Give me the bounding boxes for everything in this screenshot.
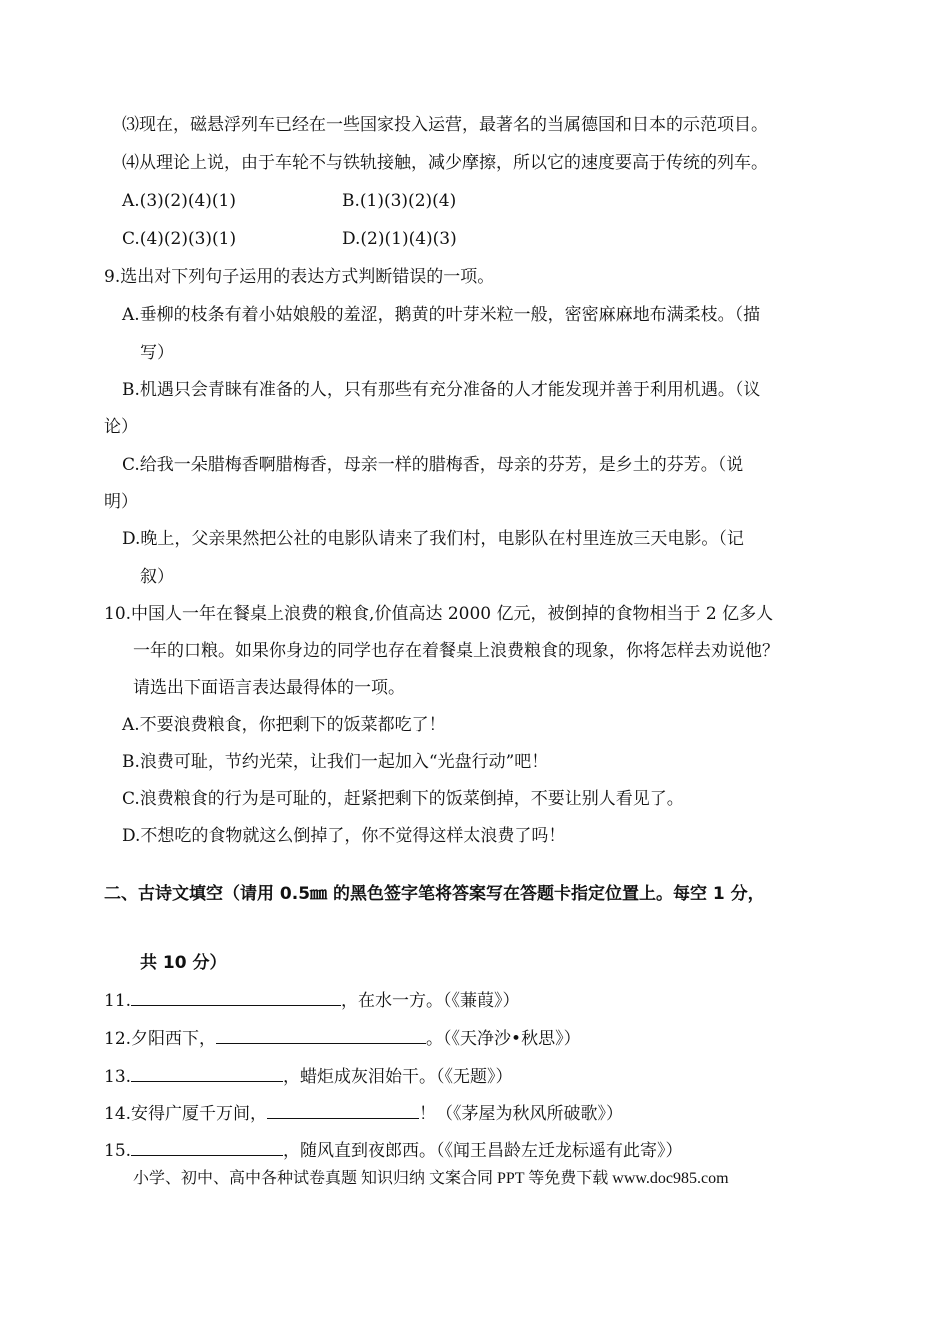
q10-option-b: B.浪费可耻，节约光荣，让我们一起加入“光盘行动”吧！ [122, 752, 549, 772]
q9-option-b-line2: 论） [104, 417, 138, 437]
fill-item-text: 。（《天净沙•秋思》） [426, 1029, 581, 1049]
answer-blank[interactable] [131, 989, 341, 1006]
q9-option-d-line1: D.晚上，父亲果然把公社的电影队请来了我们村，电影队在村里连放三天电影。（记 [122, 529, 744, 549]
q9-option-d-line2: 叙） [140, 567, 174, 587]
q9-option-b-line1: B.机遇只会青睐有准备的人，只有那些有充分准备的人才能发现并善于利用机遇。（议 [122, 380, 761, 400]
fill-item-text: ，蜡炬成灰泪始干。（《无题》） [283, 1067, 513, 1087]
q10-option-a: A.不要浪费粮食，你把剩下的饭菜都吃了！ [122, 715, 446, 735]
q8-sentence-4: ⑷从理论上说，由于车轮不与铁轨接触，减少摩擦，所以它的速度要高于传统的列车。 [122, 153, 768, 173]
fill-item-prefix: 14.安得广厦千万间， [104, 1104, 268, 1124]
fill-item-13 [104, 1065, 513, 1088]
q8-option-b: B.(1)(3)(2)(4) [342, 191, 457, 211]
fill-item-number: 11. [104, 991, 132, 1011]
q10-option-d: D.不想吃的食物就这么倒掉了，你不觉得这样太浪费了吗！ [122, 826, 566, 846]
section-2-title-cont: 共 10 分） [140, 953, 227, 973]
fill-item-prefix: 12.夕阳西下， [104, 1029, 217, 1049]
q9-stem: 9.选出对下列句子运用的表达方式判断错误的一项。 [104, 267, 495, 287]
answer-blank[interactable] [216, 1027, 426, 1044]
fill-item-11 [104, 989, 520, 1012]
q10-stem-line3: 请选出下面语言表达最得体的一项。 [133, 678, 405, 698]
fill-item-14 [104, 1102, 623, 1125]
q9-option-a-line1: A.垂柳的枝条有着小姑娘般的羞涩，鹅黄的叶芽米粒一般，密密麻麻地布满柔枝。（描 [122, 305, 761, 325]
q9-option-c-line1: C.给我一朵腊梅香啊腊梅香，母亲一样的腊梅香，母亲的芬芳，是乡土的芬芳。（说 [122, 455, 744, 475]
q9-option-a-line2: 写） [140, 343, 174, 363]
q8-option-a: A.(3)(2)(4)(1) [122, 191, 237, 211]
answer-blank[interactable] [131, 1065, 283, 1082]
fill-item-15 [104, 1139, 683, 1162]
q10-stem-line1: 10.中国人一年在餐桌上浪费的粮食,价值高达 2000 亿元，被倒掉的食物相当于 2 亿多人 [104, 604, 774, 624]
answer-blank[interactable] [131, 1139, 283, 1156]
q10-stem-line2: 一年的口粮。如果你身边的同学也存在着餐桌上浪费粮食的现象，你将怎样去劝说他？ [133, 641, 779, 661]
page-footer: 小学、初中、高中各种试卷真题 知识归纳 文案合同 PPT 等免费下载 www.doc985.com [133, 1170, 729, 1187]
fill-item-number: 15. [104, 1141, 132, 1161]
q10-option-c: C.浪费粮食的行为是可耻的，赶紧把剩下的饭菜倒掉，不要让别人看见了。 [122, 789, 684, 809]
fill-item-12 [104, 1027, 581, 1050]
fill-item-text: ！（《茅屋为秋风所破歌》） [419, 1104, 624, 1124]
section-2-title: 二、古诗文填空（请用 0.5㎜ 的黑色签字笔将答案写在答题卡指定位置上。每空 1 分， [104, 884, 765, 904]
answer-blank[interactable] [267, 1102, 419, 1119]
q8-option-d: D.(2)(1)(4)(3) [342, 229, 457, 249]
q9-option-c-line2: 明） [104, 492, 138, 512]
q8-option-c: C.(4)(2)(3)(1) [122, 229, 237, 249]
q8-sentence-3: ⑶现在，磁悬浮列车已经在一些国家投入运营，最著名的当属德国和日本的示范项目。 [122, 115, 768, 135]
fill-item-text: ，在水一方。（《蒹葭》） [341, 991, 520, 1011]
fill-item-number: 13. [104, 1067, 132, 1087]
fill-item-text: ，随风直到夜郎西。（《闻王昌龄左迁龙标遥有此寄》） [283, 1141, 683, 1161]
